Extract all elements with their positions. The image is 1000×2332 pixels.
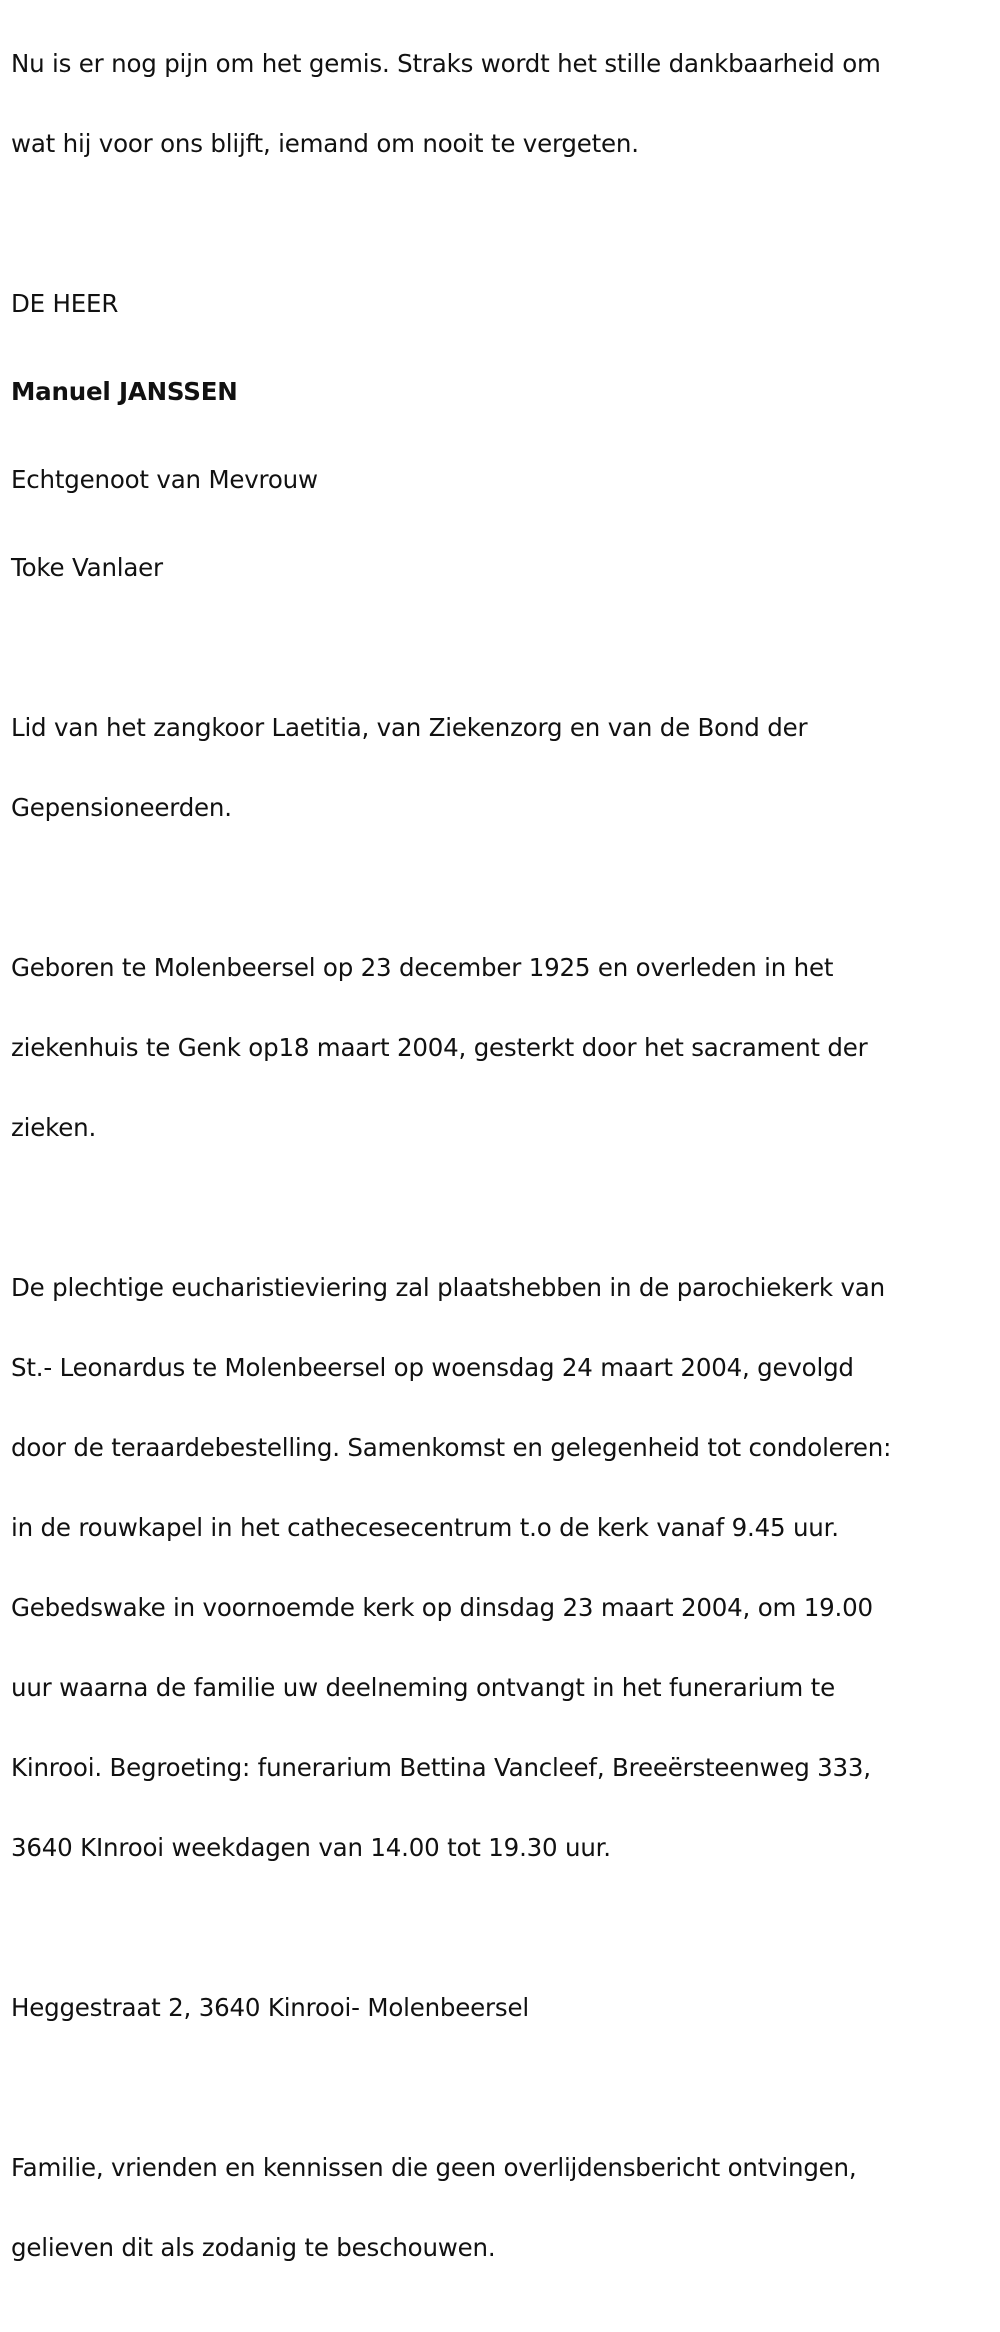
spouse-relation: Echtgenoot van Mevrouw [11,465,318,494]
opening-paragraph [11,4,991,204]
closing-paragraph [11,2108,991,2308]
deceased-block [11,244,991,628]
closing-line-2: gelieven dit als zodanig te beschouwen. [11,2233,496,2262]
service-line-6: uur waarna de familie uw deelneming ontvangt in het funerarium te [11,1673,835,1702]
address-paragraph [11,1948,991,2068]
service-line-1: De plechtige eucharistieviering zal plaatshebben in de parochiekerk van [11,1273,885,1302]
service-paragraph [11,1228,991,1908]
spouse-name: Toke Vanlaer [11,553,163,582]
service-line-8: 3640 KInrooi weekdagen van 14.00 tot 19.30 uur. [11,1833,611,1862]
birth-death-line-1: Geboren te Molenbeersel op 23 december 1925 en overleden in het [11,953,834,982]
deceased-title: DE HEER [11,289,119,318]
memberships-line-1: Lid van het zangkoor Laetitia, van Ziekenzorg en van de Bond der [11,713,808,742]
address-line: Heggestraat 2, 3640 Kinrooi- Molenbeersel [11,1993,529,2022]
service-line-7: Kinrooi. Begroeting: funerarium Bettina Vancleef, Breeërsteenweg 333, [11,1753,871,1782]
opening-line-2: wat hij voor ons blijft, iemand om nooit te vergeten. [11,129,639,158]
memberships-paragraph [11,668,991,868]
opening-line-1: Nu is er nog pijn om het gemis. Straks wordt het stille dankbaarheid om [11,49,881,78]
closing-line-1: Familie, vrienden en kennissen die geen overlijdensbericht ontvingen, [11,2153,857,2182]
service-line-2: St.- Leonardus te Molenbeersel op woensdag 24 maart 2004, gevolgd [11,1353,854,1382]
memberships-line-2: Gepensioneerden. [11,793,232,822]
service-line-5: Gebedswake in voornoemde kerk op dinsdag 23 maart 2004, om 19.00 [11,1593,873,1622]
service-line-3: door de teraardebestelling. Samenkomst en gelegenheid tot condoleren: [11,1433,892,1462]
obituary-document [11,4,991,2332]
birth-death-line-2: ziekenhuis te Genk op18 maart 2004, gesterkt door het sacrament der [11,1033,868,1062]
birth-death-line-3: zieken. [11,1113,97,1142]
deceased-name: Manuel JANSSEN [11,377,238,406]
service-line-4: in de rouwkapel in het cathecesecentrum t.o de kerk vanaf 9.45 uur. [11,1513,839,1542]
birth-death-paragraph [11,908,991,1188]
